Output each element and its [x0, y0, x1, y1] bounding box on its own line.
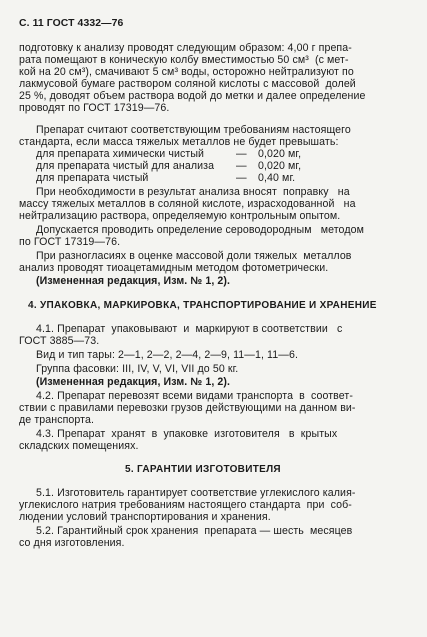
text-line: рата помещают в коническую колбу вместимостью 50 см³ (с мет- — [19, 54, 349, 66]
text-line: Препарат считают соответствующим требованиям настоящего — [36, 124, 351, 136]
amendment-note: (Измененная редакция, Изм. № 1, 2). — [36, 275, 231, 287]
text-line: подготовку к анализу проводят следующим образом: 4,00 г препа- — [19, 42, 352, 54]
text-line: лакмусовой бумаге раствором соляной кислоты с массовой долей — [19, 78, 356, 90]
limit-dash: — — [236, 160, 247, 172]
text-line: углекислого натрия требованиям настоящего стандарта при соб- — [19, 499, 352, 511]
text-line: 5.1. Изготовитель гарантирует соответствие углекислого калия- — [36, 487, 356, 499]
text-line: по ГОСТ 17319—76. — [19, 236, 121, 248]
limit-value: 0,020 мг, — [258, 160, 302, 172]
text-line: 5.2. Гарантийный срок хранения препарата — шесть месяцев — [36, 525, 353, 537]
text-line: 4.2. Препарат перевозят всеми видами транспорта в соответ- — [36, 390, 354, 402]
limit-dash: — — [236, 172, 247, 184]
text-line: анализ проводят тиоацетамидным методом фотометрически. — [19, 262, 329, 274]
text-line: проводят по ГОСТ 17319—76. — [19, 102, 170, 114]
limit-label: для препарата химически чистый — [36, 148, 205, 160]
text-line: 25 %, доводят объем раствора водой до метки и далее определение — [19, 90, 366, 102]
text-line: Допускается проводить определение сероводородным методом — [36, 224, 364, 236]
section-heading: 5. ГАРАНТИИ ИЗГОТОВИТЕЛЯ — [125, 464, 281, 475]
limit-value: 0,020 мг, — [258, 148, 302, 160]
limit-label: для препарата чистый — [36, 172, 149, 184]
section-heading: 4. УПАКОВКА, МАРКИРОВКА, ТРАНСПОРТИРОВАНИЕ И ХРАНЕНИЕ — [28, 300, 377, 311]
page-header: С. 11 ГОСТ 4332—76 — [19, 18, 124, 29]
text-line: людении условий транспортирования и хранения. — [19, 511, 271, 523]
text-line: складских помещениях. — [19, 440, 139, 452]
text-line: массу тяжелых металлов в соляной кислоте, израсходованной на — [19, 198, 356, 210]
limit-dash: — — [236, 148, 247, 160]
text-line: 4.3. Препарат хранят в упаковке изготовителя в крытых — [36, 428, 338, 440]
text-line: кой на 20 см³), смачивают 5 см³ воды, осторожно нейтрализуют по — [19, 66, 354, 78]
text-line: ГОСТ 3885—73. — [19, 335, 100, 347]
text-line: стандарта, если масса тяжелых металлов не будет превышать: — [19, 136, 339, 148]
text-line: ствии с правилами перевозки грузов действующими на данном ви- — [19, 402, 356, 414]
limit-value: 0,40 мг. — [258, 172, 296, 184]
text-line: При необходимости в результат анализа вносят поправку на — [36, 186, 350, 198]
text-line: Вид и тип тары: 2—1, 2—2, 2—4, 2—9, 11—1, 11—6. — [36, 349, 298, 361]
text-line: нейтрализацию раствора, определяемую контрольным опытом. — [19, 210, 341, 222]
text-line: со дня изготовления. — [19, 537, 125, 549]
text-line: Группа фасовки: III, IV, V, VI, VII до 50 кг. — [36, 363, 239, 375]
amendment-note: (Измененная редакция, Изм. № 1, 2). — [36, 376, 231, 388]
text-line: 4.1. Препарат упаковывают и маркируют в соответствии с — [36, 323, 343, 335]
limit-label: для препарата чистый для анализа — [36, 160, 215, 172]
text-line: При разногласиях в оценке массовой доли тяжелых металлов — [36, 250, 352, 262]
text-line: де транспорта. — [19, 414, 95, 426]
